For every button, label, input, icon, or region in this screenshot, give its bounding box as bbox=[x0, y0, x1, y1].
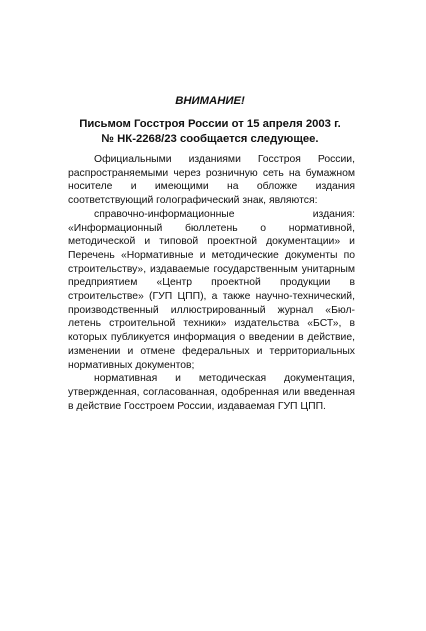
paragraph-intro: Официальными изданиями Госстроя России, распространяемыми через розничную сеть на бумажном носителе и имеющими на обложке издания соответствующий голографический знак, являются: bbox=[68, 154, 355, 207]
letter-reference bbox=[60, 117, 360, 147]
paragraph-reference-publications: справочно-информационные издания: «Информационный бюллетень о нормативной, методической и типовой проектной документации» и Перечень «Нормативные и методические документы по строительству», издаваемые государственным унитарным предприятием «Центр проектной продукции в строительстве» (ГУП ЦПП), а также научно-технический, производственный иллюстрированный журнал «Бюллетень строительной техники» издательства «БСТ», в которых публикуется информация о введении в действие, изменении и отмене федеральных и территориальных нормативных документов; bbox=[68, 208, 355, 371]
letter-reference-line-2: № НК-2268/23 сообщается следующее. bbox=[101, 133, 319, 145]
warning-heading: ВНИМАНИЕ! bbox=[175, 95, 245, 107]
paragraph-normative-documentation: нормативная и методическая документация, утвержденная, согласованная, одобренная или введенная в действие Госстроем России, издаваемая ГУП ЦПП. bbox=[68, 373, 355, 412]
letter-reference-line-1: Письмом Госстроя России от 15 апреля 2003 г. bbox=[79, 118, 341, 130]
notice-body bbox=[68, 153, 355, 413]
